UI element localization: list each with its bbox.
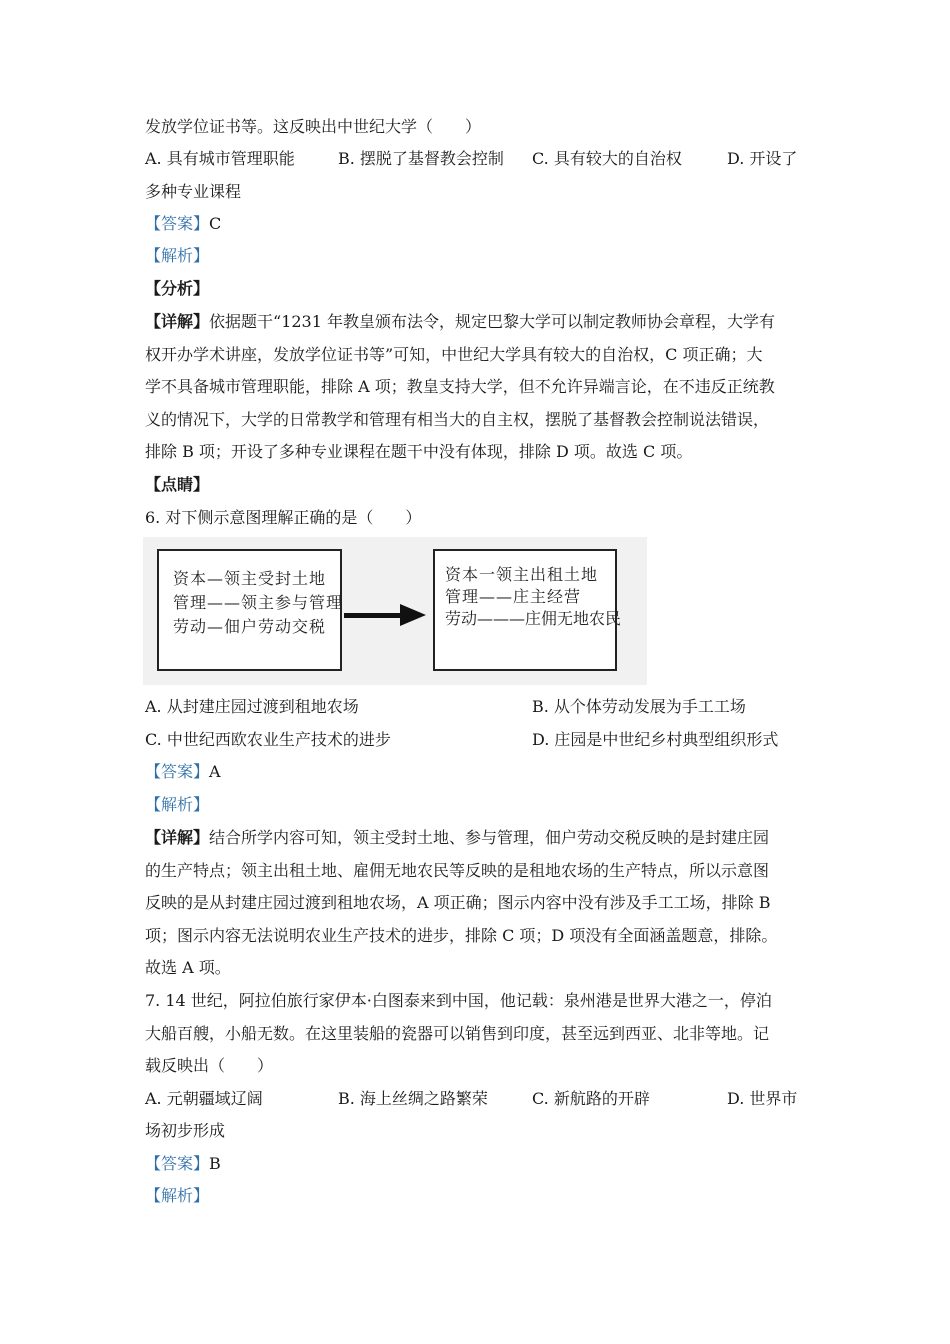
- q5-option-d: D. 开设了: [727, 149, 798, 168]
- q6-diagram: [143, 537, 647, 685]
- q5-detail-line-4: 义的情况下，大学的日常教学和管理有相当大的自主权，摆脱了基督教会控制说法错误，: [145, 410, 770, 429]
- right-box-line-3: 劳动———庄佣无地农民: [445, 609, 622, 628]
- q5-detail-line-5: 排除 B 项；开设了多种专业课程在题干中没有体现，排除 D 项。故选 C 项。: [145, 442, 693, 461]
- q5-fenxi-tag: 【分析】: [145, 279, 210, 298]
- q7-stem-line-2: 大船百艘，小船无数。在这里装船的瓷器可以销售到印度，甚至远到西亚、北非等地。记: [145, 1024, 770, 1043]
- right-box-line-1: 资本一领主出租土地: [445, 565, 599, 584]
- diagram-left-box: [157, 549, 342, 671]
- q7-stem-line-3: 载反映出（ ）: [145, 1056, 274, 1075]
- q5-analysis-tag: 【解析】: [145, 246, 210, 265]
- diagram-arrow-shaft: [344, 613, 402, 618]
- q6-option-b: B. 从个体劳动发展为手工工场: [532, 697, 746, 716]
- q5-option-c: C. 具有较大的自治权: [532, 149, 682, 168]
- q6-analysis-tag: 【解析】: [145, 795, 210, 814]
- q7-answer: [145, 1154, 815, 1174]
- answer-value: B: [209, 1154, 221, 1173]
- q5-option-d-continued: 多种专业课程: [145, 182, 242, 201]
- q7-option-a: A. 元朝疆域辽阔: [145, 1089, 263, 1108]
- q6-detail-line-1: [145, 828, 815, 848]
- left-box-line-2: 管理——领主参与管理: [173, 593, 344, 612]
- diagram-right-box: [433, 549, 622, 671]
- q5-detail-line-3: 学不具备城市管理职能，排除 A 项；教皇支持大学，但不允许异端言论，在不违反正统教: [145, 377, 775, 396]
- detail-text: 依据题干“1231 年教皇颁布法令，规定巴黎大学可以制定教师协会章程，大学有: [209, 312, 776, 331]
- q5-detail-line-1: [145, 312, 815, 332]
- answer-tag: 【答案】: [145, 1154, 210, 1173]
- q6-detail-line-5: 故选 A 项。: [145, 958, 231, 977]
- q7-option-b: B. 海上丝绸之路繁荣: [338, 1089, 488, 1108]
- answer-tag: 【答案】: [145, 214, 210, 233]
- q7-analysis-tag: 【解析】: [145, 1186, 210, 1205]
- detail-tag: 【详解】: [145, 828, 210, 847]
- detail-tag: 【详解】: [145, 312, 210, 331]
- q5-stem-tail: 发放学位证书等。这反映出中世纪大学（ ）: [145, 117, 482, 136]
- detail-text: 结合所学内容可知，领主受封土地、参与管理，佃户劳动交税反映的是封建庄园: [209, 828, 770, 847]
- q5-answer: [145, 214, 815, 234]
- q7-option-c: C. 新航路的开辟: [532, 1089, 650, 1108]
- q7-stem-line-1: 7. 14 世纪，阿拉伯旅行家伊本·白图泰来到中国，他记载：泉州港是世界大港之一，停泊: [145, 991, 772, 1010]
- q7-option-d-continued: 场初步形成: [145, 1121, 226, 1140]
- q5-option-b: B. 摆脱了基督教会控制: [338, 149, 504, 168]
- q6-stem: 6. 对下侧示意图理解正确的是（ ）: [145, 508, 422, 527]
- q6-detail-line-4: 项；图示内容无法说明农业生产技术的进步，排除 C 项；D 项没有全面涵盖题意，排除。: [145, 926, 778, 945]
- q6-detail-line-3: 反映的是从封建庄园过渡到租地农场，A 项正确；图示内容中没有涉及手工工场，排除 B: [145, 893, 771, 912]
- q6-detail-line-2: 的生产特点；领主出租土地、雇佣无地农民等反映的是租地农场的生产特点，所以示意图: [145, 861, 770, 880]
- answer-tag: 【答案】: [145, 762, 210, 781]
- q5-option-a: A. 具有城市管理职能: [145, 149, 295, 168]
- answer-value: C: [209, 214, 222, 233]
- q7-option-d: D. 世界市: [727, 1089, 798, 1108]
- left-box-line-3: 劳动—佃户劳动交税: [173, 617, 327, 636]
- q6-option-c: C. 中世纪西欧农业生产技术的进步: [145, 730, 391, 749]
- q5-detail-line-2: 权开办学术讲座，发放学位证书等”可知，中世纪大学具有较大的自治权，C 项正确；大: [145, 345, 763, 364]
- q6-answer: [145, 762, 815, 782]
- q5-dianjing-tag: 【点睛】: [145, 475, 210, 494]
- answer-value: A: [209, 762, 221, 781]
- q6-option-a: A. 从封建庄园过渡到租地农场: [145, 697, 359, 716]
- right-box-line-2: 管理——庄主经营: [445, 587, 582, 606]
- left-box-line-1: 资本—领主受封土地: [173, 569, 327, 588]
- q6-option-d: D. 庄园是中世纪乡村典型组织形式: [532, 730, 779, 749]
- arrow-right-icon: [400, 604, 426, 626]
